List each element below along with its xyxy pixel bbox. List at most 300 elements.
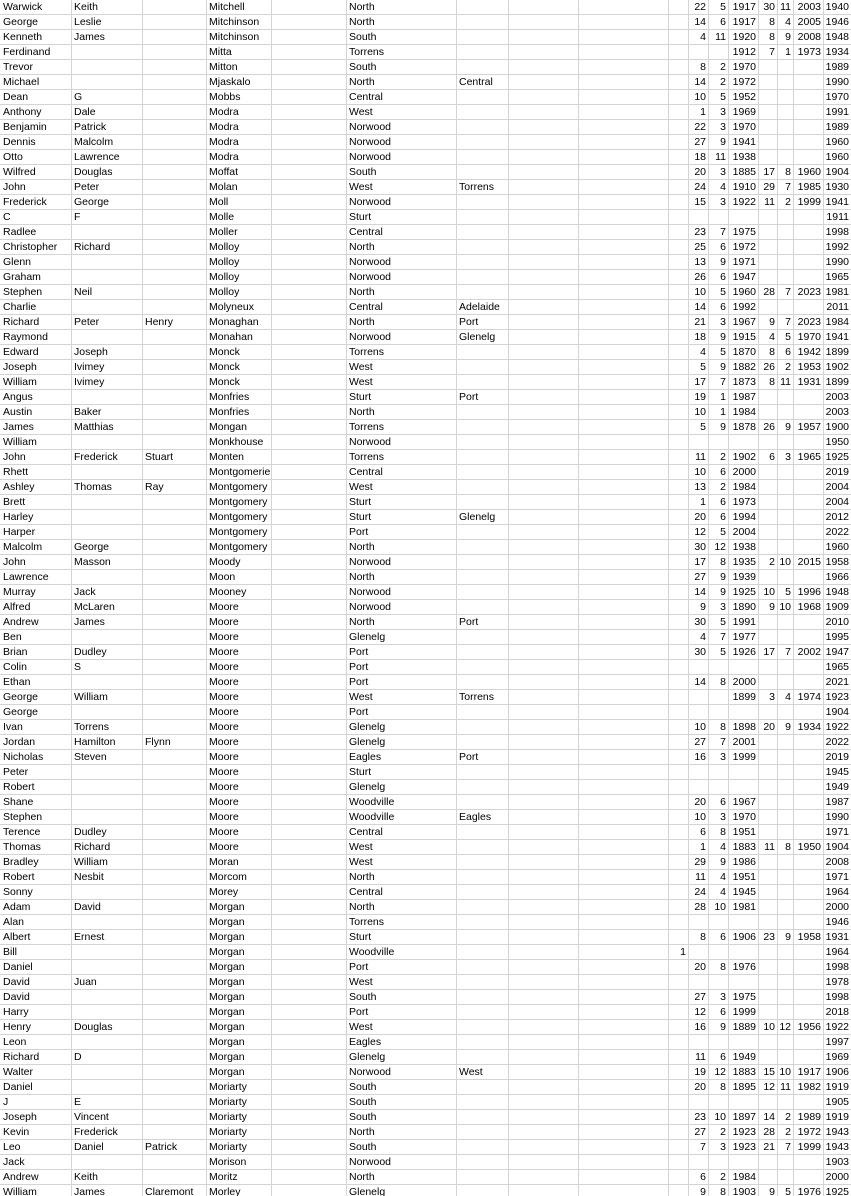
cell-club[interactable]: North bbox=[349, 316, 375, 328]
cell-birth-year[interactable]: 1906 bbox=[732, 931, 756, 943]
cell-third-name[interactable] bbox=[142, 1005, 206, 1019]
cell-club[interactable]: Central bbox=[349, 886, 383, 898]
cell-club-2[interactable] bbox=[456, 1185, 508, 1196]
cell-death-month[interactable] bbox=[777, 270, 793, 284]
cell-birth-year[interactable]: 1889 bbox=[732, 1021, 756, 1033]
cell-third-name[interactable] bbox=[142, 525, 206, 539]
cell-death-day[interactable] bbox=[758, 135, 777, 149]
cell-death-day[interactable] bbox=[758, 75, 777, 89]
cell-birth-day[interactable]: 10 bbox=[694, 286, 706, 298]
cell-birth-month[interactable]: 3 bbox=[720, 316, 726, 328]
cell-second-name[interactable] bbox=[71, 330, 142, 344]
cell-flag[interactable] bbox=[508, 825, 688, 839]
cell-birth-month[interactable]: 6 bbox=[720, 301, 726, 313]
cell-third-name[interactable] bbox=[142, 765, 206, 779]
cell-death-day[interactable]: 21 bbox=[763, 1141, 775, 1153]
cell-third-name[interactable] bbox=[142, 675, 206, 689]
cell-death-year[interactable]: 1953 bbox=[797, 361, 821, 373]
cell-surname[interactable]: Morgan bbox=[209, 976, 245, 988]
cell-death-year[interactable]: 1999 bbox=[797, 1141, 821, 1153]
cell-death-year[interactable] bbox=[793, 120, 823, 134]
cell-third-name[interactable] bbox=[142, 120, 206, 134]
cell-surname[interactable]: Molyneux bbox=[209, 301, 254, 313]
cell-second-name[interactable]: Peter bbox=[74, 316, 100, 328]
cell-surname[interactable]: Moore bbox=[209, 631, 239, 643]
cell-flag[interactable] bbox=[508, 45, 688, 59]
cell-surname[interactable]: Moriarty bbox=[209, 1126, 247, 1138]
cell-flag[interactable] bbox=[508, 1050, 688, 1064]
cell-club-2[interactable] bbox=[456, 945, 508, 959]
cell-second-name[interactable]: Thomas bbox=[74, 481, 112, 493]
cell-birth-month[interactable]: 8 bbox=[720, 1081, 726, 1093]
cell-club-2[interactable] bbox=[456, 495, 508, 509]
cell-debut-year[interactable]: 1925 bbox=[825, 451, 849, 463]
cell-death-year[interactable] bbox=[793, 615, 823, 629]
cell-birth-day[interactable]: 6 bbox=[700, 1171, 706, 1183]
cell-club-2[interactable] bbox=[456, 450, 508, 464]
cell-death-day[interactable]: 8 bbox=[769, 16, 775, 28]
cell-death-year[interactable] bbox=[793, 765, 823, 779]
cell-birth-day[interactable] bbox=[688, 690, 708, 704]
cell-club[interactable]: Torrens bbox=[349, 46, 385, 58]
cell-death-day[interactable]: 8 bbox=[769, 31, 775, 43]
cell-death-month[interactable]: 8 bbox=[785, 841, 791, 853]
cell-third-name[interactable] bbox=[142, 1080, 206, 1094]
cell-death-day[interactable] bbox=[758, 780, 777, 794]
cell-debut-year[interactable]: 2003 bbox=[825, 391, 849, 403]
cell-club-2[interactable] bbox=[456, 555, 508, 569]
cell-first-name[interactable]: Michael bbox=[3, 76, 40, 88]
cell-surname[interactable]: Moore bbox=[209, 781, 239, 793]
cell-surname[interactable]: Modra bbox=[209, 106, 239, 118]
cell-birth-day[interactable]: 20 bbox=[694, 1081, 706, 1093]
cell-flag[interactable] bbox=[508, 270, 688, 284]
cell-club-2[interactable] bbox=[456, 195, 508, 209]
cell-surname[interactable]: Mitchinson bbox=[209, 31, 260, 43]
cell-birth-day[interactable]: 13 bbox=[694, 256, 706, 268]
cell-debut-year[interactable]: 1965 bbox=[825, 661, 849, 673]
cell-second-name[interactable]: Jack bbox=[74, 586, 96, 598]
cell-flag[interactable] bbox=[508, 1125, 688, 1139]
cell-surname[interactable]: Moffat bbox=[209, 166, 238, 178]
cell-first-name[interactable]: John bbox=[3, 451, 26, 463]
cell-club-2[interactable] bbox=[456, 720, 508, 734]
cell-death-day[interactable] bbox=[758, 900, 777, 914]
cell-third-name[interactable] bbox=[142, 1170, 206, 1184]
cell-debut-year[interactable]: 1998 bbox=[825, 961, 849, 973]
cell-debut-year[interactable]: 1964 bbox=[825, 946, 849, 958]
cell-club[interactable]: West bbox=[349, 841, 373, 853]
cell-debut-year[interactable]: 1899 bbox=[825, 376, 849, 388]
cell-club-2[interactable] bbox=[456, 90, 508, 104]
cell-birth-day[interactable]: 9 bbox=[700, 601, 706, 613]
cell-death-month[interactable] bbox=[777, 1095, 793, 1109]
cell-third-name[interactable] bbox=[142, 285, 206, 299]
cell-club[interactable]: Sturt bbox=[349, 511, 372, 523]
cell-birth-year[interactable]: 1951 bbox=[732, 826, 756, 838]
cell-debut-year[interactable]: 1941 bbox=[825, 331, 849, 343]
cell-debut-year[interactable]: 1931 bbox=[825, 931, 849, 943]
cell-birth-year[interactable]: 1976 bbox=[732, 961, 756, 973]
cell-third-name[interactable] bbox=[142, 15, 206, 29]
cell-club[interactable]: West bbox=[349, 691, 373, 703]
cell-flag[interactable] bbox=[508, 105, 688, 119]
cell-birth-month[interactable]: 9 bbox=[720, 421, 726, 433]
cell-death-month[interactable]: 10 bbox=[779, 601, 791, 613]
cell-first-name[interactable]: William bbox=[3, 436, 37, 448]
cell-birth-year[interactable] bbox=[728, 1035, 758, 1049]
cell-club[interactable]: Eagles bbox=[349, 751, 382, 763]
cell-debut-year[interactable]: 2019 bbox=[825, 466, 849, 478]
cell-first-name[interactable]: J bbox=[3, 1096, 9, 1108]
cell-debut-year[interactable]: 1904 bbox=[825, 706, 849, 718]
cell-birth-day[interactable]: 26 bbox=[694, 271, 706, 283]
cell-first-name[interactable]: David bbox=[3, 976, 30, 988]
cell-birth-month[interactable]: 9 bbox=[720, 361, 726, 373]
cell-birth-month[interactable]: 4 bbox=[720, 181, 726, 193]
cell-club[interactable]: Norwood bbox=[349, 271, 392, 283]
cell-first-name[interactable]: Edward bbox=[3, 346, 39, 358]
cell-birth-day[interactable]: 4 bbox=[700, 631, 706, 643]
cell-death-day[interactable] bbox=[758, 525, 777, 539]
cell-birth-month[interactable]: 9 bbox=[720, 586, 726, 598]
cell-birth-month[interactable]: 2 bbox=[720, 481, 726, 493]
cell-third-name[interactable] bbox=[142, 360, 206, 374]
cell-death-year[interactable]: 1968 bbox=[797, 601, 821, 613]
cell-club[interactable]: West bbox=[349, 481, 373, 493]
cell-second-name[interactable] bbox=[71, 765, 142, 779]
cell-surname[interactable]: Montgomery bbox=[209, 541, 268, 553]
cell-death-day[interactable] bbox=[758, 1050, 777, 1064]
cell-third-name[interactable] bbox=[142, 930, 206, 944]
cell-surname[interactable]: Morgan bbox=[209, 931, 245, 943]
cell-debut-year[interactable]: 1899 bbox=[825, 346, 849, 358]
cell-flag[interactable] bbox=[508, 60, 688, 74]
cell-death-year[interactable] bbox=[793, 630, 823, 644]
cell-death-year[interactable] bbox=[793, 915, 823, 929]
cell-birth-month[interactable] bbox=[708, 690, 728, 704]
cell-club[interactable]: Sturt bbox=[349, 211, 372, 223]
cell-club[interactable]: North bbox=[349, 241, 375, 253]
cell-birth-day[interactable]: 10 bbox=[694, 721, 706, 733]
cell-club-2[interactable] bbox=[456, 150, 508, 164]
cell-birth-year[interactable]: 1883 bbox=[732, 841, 756, 853]
cell-second-name[interactable]: Hamilton bbox=[74, 736, 116, 748]
cell-flag[interactable] bbox=[508, 540, 688, 554]
cell-surname[interactable]: Mitchinson bbox=[209, 16, 260, 28]
cell-birth-month[interactable]: 11 bbox=[715, 31, 726, 43]
cell-death-day[interactable] bbox=[758, 510, 777, 524]
cell-death-month[interactable] bbox=[777, 630, 793, 644]
cell-club-2[interactable] bbox=[456, 990, 508, 1004]
cell-birth-year[interactable]: 1970 bbox=[732, 61, 756, 73]
cell-club-2[interactable] bbox=[456, 915, 508, 929]
cell-club-2[interactable] bbox=[456, 765, 508, 779]
cell-debut-year[interactable]: 2010 bbox=[825, 616, 849, 628]
cell-birth-day[interactable]: 11 bbox=[695, 451, 706, 463]
cell-club[interactable]: Port bbox=[349, 961, 369, 973]
cell-second-name[interactable] bbox=[71, 960, 142, 974]
cell-surname[interactable]: Molloy bbox=[209, 256, 240, 268]
cell-death-month[interactable] bbox=[777, 675, 793, 689]
cell-surname[interactable]: Moore bbox=[209, 646, 239, 658]
cell-birth-month[interactable]: 5 bbox=[720, 526, 726, 538]
cell-club-2[interactable] bbox=[456, 675, 508, 689]
cell-death-month[interactable] bbox=[777, 510, 793, 524]
cell-birth-year[interactable]: 1902 bbox=[732, 451, 756, 463]
cell-death-month[interactable] bbox=[777, 900, 793, 914]
cell-club[interactable]: Woodville bbox=[349, 811, 395, 823]
cell-death-year[interactable] bbox=[793, 960, 823, 974]
cell-club-2[interactable] bbox=[456, 540, 508, 554]
cell-birth-year[interactable]: 1899 bbox=[732, 691, 756, 703]
cell-third-name[interactable] bbox=[142, 915, 206, 929]
cell-first-name[interactable]: Ethan bbox=[3, 676, 31, 688]
cell-birth-month[interactable]: 11 bbox=[715, 151, 726, 163]
cell-second-name[interactable] bbox=[71, 1065, 142, 1079]
cell-club[interactable]: West bbox=[349, 181, 373, 193]
cell-club-2[interactable]: Glenelg bbox=[459, 331, 496, 343]
cell-death-day[interactable]: 11 bbox=[764, 196, 775, 208]
cell-club[interactable]: South bbox=[349, 1096, 377, 1108]
cell-surname[interactable]: Mooney bbox=[209, 586, 247, 598]
cell-birth-year[interactable]: 2000 bbox=[732, 676, 756, 688]
cell-first-name[interactable]: Jordan bbox=[3, 736, 36, 748]
cell-birth-year[interactable] bbox=[728, 765, 758, 779]
cell-second-name[interactable] bbox=[71, 60, 142, 74]
cell-second-name[interactable]: Masson bbox=[74, 556, 111, 568]
cell-birth-month[interactable] bbox=[708, 1095, 728, 1109]
cell-birth-month[interactable]: 6 bbox=[720, 931, 726, 943]
cell-death-month[interactable]: 5 bbox=[785, 586, 791, 598]
cell-club-2[interactable]: Port bbox=[459, 751, 479, 763]
cell-death-day[interactable]: 9 bbox=[769, 1186, 775, 1196]
cell-birth-day[interactable]: 23 bbox=[694, 1111, 706, 1123]
cell-flag[interactable] bbox=[508, 345, 688, 359]
cell-surname[interactable]: Moore bbox=[209, 706, 239, 718]
cell-birth-day[interactable] bbox=[688, 660, 708, 674]
cell-death-month[interactable] bbox=[777, 915, 793, 929]
cell-death-year[interactable]: 1956 bbox=[797, 1021, 821, 1033]
cell-birth-year[interactable]: 1972 bbox=[732, 76, 756, 88]
cell-birth-day[interactable]: 12 bbox=[694, 526, 706, 538]
cell-first-name[interactable]: John bbox=[3, 181, 26, 193]
cell-death-day[interactable]: 15 bbox=[763, 1066, 775, 1078]
cell-debut-year[interactable]: 1947 bbox=[825, 646, 849, 658]
cell-death-year[interactable]: 1976 bbox=[797, 1186, 821, 1196]
cell-death-day[interactable]: 9 bbox=[769, 316, 775, 328]
cell-flag[interactable] bbox=[508, 90, 688, 104]
cell-first-name[interactable]: Trevor bbox=[3, 61, 33, 73]
cell-birth-day[interactable]: 14 bbox=[694, 676, 706, 688]
cell-flag[interactable] bbox=[508, 915, 688, 929]
cell-birth-month[interactable]: 6 bbox=[720, 16, 726, 28]
cell-death-year[interactable] bbox=[793, 660, 823, 674]
cell-club[interactable]: South bbox=[349, 166, 377, 178]
cell-birth-year[interactable]: 1878 bbox=[732, 421, 756, 433]
cell-death-month[interactable]: 2 bbox=[785, 196, 791, 208]
cell-birth-month[interactable]: 9 bbox=[720, 331, 726, 343]
cell-club-2[interactable] bbox=[456, 645, 508, 659]
cell-third-name[interactable] bbox=[142, 660, 206, 674]
cell-surname[interactable]: Molle bbox=[209, 211, 235, 223]
cell-surname[interactable]: Mobbs bbox=[209, 91, 241, 103]
cell-birth-day[interactable] bbox=[688, 435, 708, 449]
cell-first-name[interactable]: Kenneth bbox=[3, 31, 43, 43]
cell-third-name[interactable] bbox=[142, 435, 206, 449]
cell-death-day[interactable] bbox=[758, 255, 777, 269]
cell-club-2[interactable] bbox=[456, 375, 508, 389]
cell-debut-year[interactable]: 1984 bbox=[825, 316, 849, 328]
cell-birth-year[interactable]: 1969 bbox=[732, 106, 756, 118]
cell-first-name[interactable]: Frederick bbox=[3, 196, 47, 208]
cell-first-name[interactable]: Joseph bbox=[3, 361, 37, 373]
cell-club-2[interactable] bbox=[456, 285, 508, 299]
cell-birth-day[interactable]: 25 bbox=[694, 241, 706, 253]
cell-club[interactable]: North bbox=[349, 1126, 375, 1138]
cell-surname[interactable]: Morgan bbox=[209, 916, 245, 928]
cell-birth-month[interactable]: 9 bbox=[720, 256, 726, 268]
cell-debut-year[interactable]: 1960 bbox=[825, 136, 849, 148]
cell-club-2[interactable]: Port bbox=[459, 616, 479, 628]
cell-death-year[interactable]: 1950 bbox=[797, 841, 821, 853]
cell-death-year[interactable]: 1931 bbox=[797, 376, 821, 388]
cell-third-name[interactable] bbox=[142, 225, 206, 239]
cell-surname[interactable]: Moore bbox=[209, 721, 239, 733]
cell-club-2[interactable] bbox=[456, 345, 508, 359]
cell-surname[interactable]: Moore bbox=[209, 841, 239, 853]
cell-third-name[interactable] bbox=[142, 165, 206, 179]
cell-death-year[interactable]: 2015 bbox=[797, 556, 821, 568]
cell-death-day[interactable] bbox=[758, 990, 777, 1004]
cell-third-name[interactable] bbox=[142, 795, 206, 809]
cell-surname[interactable]: Moore bbox=[209, 661, 239, 673]
cell-first-name[interactable]: Harper bbox=[3, 526, 36, 538]
cell-flag[interactable] bbox=[508, 195, 688, 209]
cell-club[interactable]: North bbox=[349, 616, 375, 628]
cell-death-day[interactable] bbox=[758, 495, 777, 509]
cell-third-name[interactable] bbox=[142, 840, 206, 854]
cell-club-2[interactable] bbox=[456, 1005, 508, 1019]
cell-club[interactable]: Glenelg bbox=[349, 721, 386, 733]
cell-birth-month[interactable]: 6 bbox=[720, 466, 726, 478]
cell-flag[interactable] bbox=[508, 630, 688, 644]
cell-club-2[interactable] bbox=[456, 1035, 508, 1049]
cell-third-name[interactable] bbox=[142, 960, 206, 974]
cell-birth-year[interactable]: 1986 bbox=[732, 856, 756, 868]
cell-death-year[interactable] bbox=[793, 780, 823, 794]
cell-second-name[interactable] bbox=[71, 390, 142, 404]
cell-first-name[interactable]: Richard bbox=[3, 1051, 40, 1063]
cell-birth-year[interactable]: 1967 bbox=[732, 316, 756, 328]
cell-death-year[interactable] bbox=[793, 975, 823, 989]
cell-birth-month[interactable]: 6 bbox=[720, 241, 726, 253]
cell-flag[interactable] bbox=[508, 0, 688, 14]
cell-death-month[interactable]: 10 bbox=[779, 1066, 791, 1078]
cell-second-name[interactable] bbox=[71, 525, 142, 539]
cell-death-month[interactable] bbox=[777, 1005, 793, 1019]
cell-surname[interactable]: Molan bbox=[209, 181, 238, 193]
cell-birth-year[interactable]: 1885 bbox=[732, 166, 756, 178]
cell-birth-day[interactable]: 10 bbox=[694, 406, 706, 418]
cell-club-2[interactable]: West bbox=[459, 1066, 483, 1078]
cell-third-name[interactable] bbox=[142, 195, 206, 209]
cell-death-year[interactable] bbox=[793, 210, 823, 224]
cell-death-year[interactable] bbox=[793, 60, 823, 74]
cell-second-name[interactable] bbox=[71, 1155, 142, 1169]
cell-club-2[interactable]: Port bbox=[459, 316, 479, 328]
cell-club[interactable]: Torrens bbox=[349, 916, 385, 928]
cell-second-name[interactable] bbox=[71, 885, 142, 899]
cell-birth-year[interactable]: 1981 bbox=[732, 901, 756, 913]
cell-flag[interactable] bbox=[508, 135, 688, 149]
cell-birth-day[interactable]: 8 bbox=[700, 61, 706, 73]
cell-second-name[interactable] bbox=[71, 465, 142, 479]
cell-birth-month[interactable]: 4 bbox=[720, 886, 726, 898]
cell-birth-year[interactable]: 1987 bbox=[732, 391, 756, 403]
cell-birth-day[interactable]: 14 bbox=[694, 16, 706, 28]
cell-birth-year[interactable]: 1972 bbox=[732, 241, 756, 253]
cell-third-name[interactable] bbox=[142, 300, 206, 314]
cell-birth-year[interactable]: 1873 bbox=[732, 376, 756, 388]
cell-second-name[interactable] bbox=[71, 300, 142, 314]
cell-flag[interactable] bbox=[508, 210, 688, 224]
cell-death-month[interactable] bbox=[777, 810, 793, 824]
cell-death-month[interactable]: 9 bbox=[785, 421, 791, 433]
cell-club-2[interactable] bbox=[456, 660, 508, 674]
cell-debut-year[interactable]: 1943 bbox=[825, 1141, 849, 1153]
cell-club-2[interactable]: Torrens bbox=[459, 691, 495, 703]
cell-death-month[interactable]: 5 bbox=[785, 331, 791, 343]
cell-first-name[interactable]: Henry bbox=[3, 1021, 32, 1033]
cell-death-month[interactable]: 10 bbox=[779, 556, 791, 568]
cell-club[interactable]: Norwood bbox=[349, 151, 392, 163]
cell-third-name[interactable] bbox=[142, 150, 206, 164]
cell-third-name[interactable] bbox=[142, 255, 206, 269]
cell-first-name[interactable]: Brett bbox=[3, 496, 26, 508]
cell-birth-day[interactable]: 18 bbox=[694, 331, 706, 343]
cell-death-year[interactable]: 1972 bbox=[797, 1126, 821, 1138]
cell-flag[interactable] bbox=[508, 1005, 688, 1019]
cell-death-year[interactable] bbox=[793, 465, 823, 479]
cell-death-year[interactable] bbox=[793, 405, 823, 419]
cell-death-year[interactable]: 2002 bbox=[797, 646, 821, 658]
cell-death-day[interactable] bbox=[758, 810, 777, 824]
cell-birth-day[interactable] bbox=[688, 780, 708, 794]
cell-birth-year[interactable]: 1999 bbox=[732, 751, 756, 763]
cell-death-day[interactable] bbox=[758, 1170, 777, 1184]
cell-death-day[interactable] bbox=[758, 1155, 777, 1169]
cell-death-day[interactable]: 28 bbox=[763, 1126, 775, 1138]
cell-third-name[interactable] bbox=[142, 585, 206, 599]
cell-second-name[interactable]: Keith bbox=[74, 1171, 98, 1183]
cell-debut-year[interactable]: 1958 bbox=[825, 556, 849, 568]
cell-death-day[interactable] bbox=[758, 270, 777, 284]
cell-birth-day[interactable]: 14 bbox=[694, 586, 706, 598]
cell-death-month[interactable]: 4 bbox=[785, 691, 791, 703]
cell-debut-year[interactable]: 2019 bbox=[825, 751, 849, 763]
cell-death-month[interactable]: 11 bbox=[780, 1, 791, 13]
cell-flag[interactable] bbox=[508, 705, 688, 719]
cell-flag[interactable] bbox=[508, 180, 688, 194]
cell-club-2[interactable] bbox=[456, 975, 508, 989]
cell-birth-year[interactable] bbox=[728, 1095, 758, 1109]
cell-birth-year[interactable] bbox=[728, 780, 758, 794]
cell-first-name[interactable]: Daniel bbox=[3, 1081, 33, 1093]
cell-surname[interactable]: Moriarty bbox=[209, 1111, 247, 1123]
cell-birth-month[interactable]: 2 bbox=[720, 1171, 726, 1183]
cell-death-year[interactable] bbox=[793, 240, 823, 254]
